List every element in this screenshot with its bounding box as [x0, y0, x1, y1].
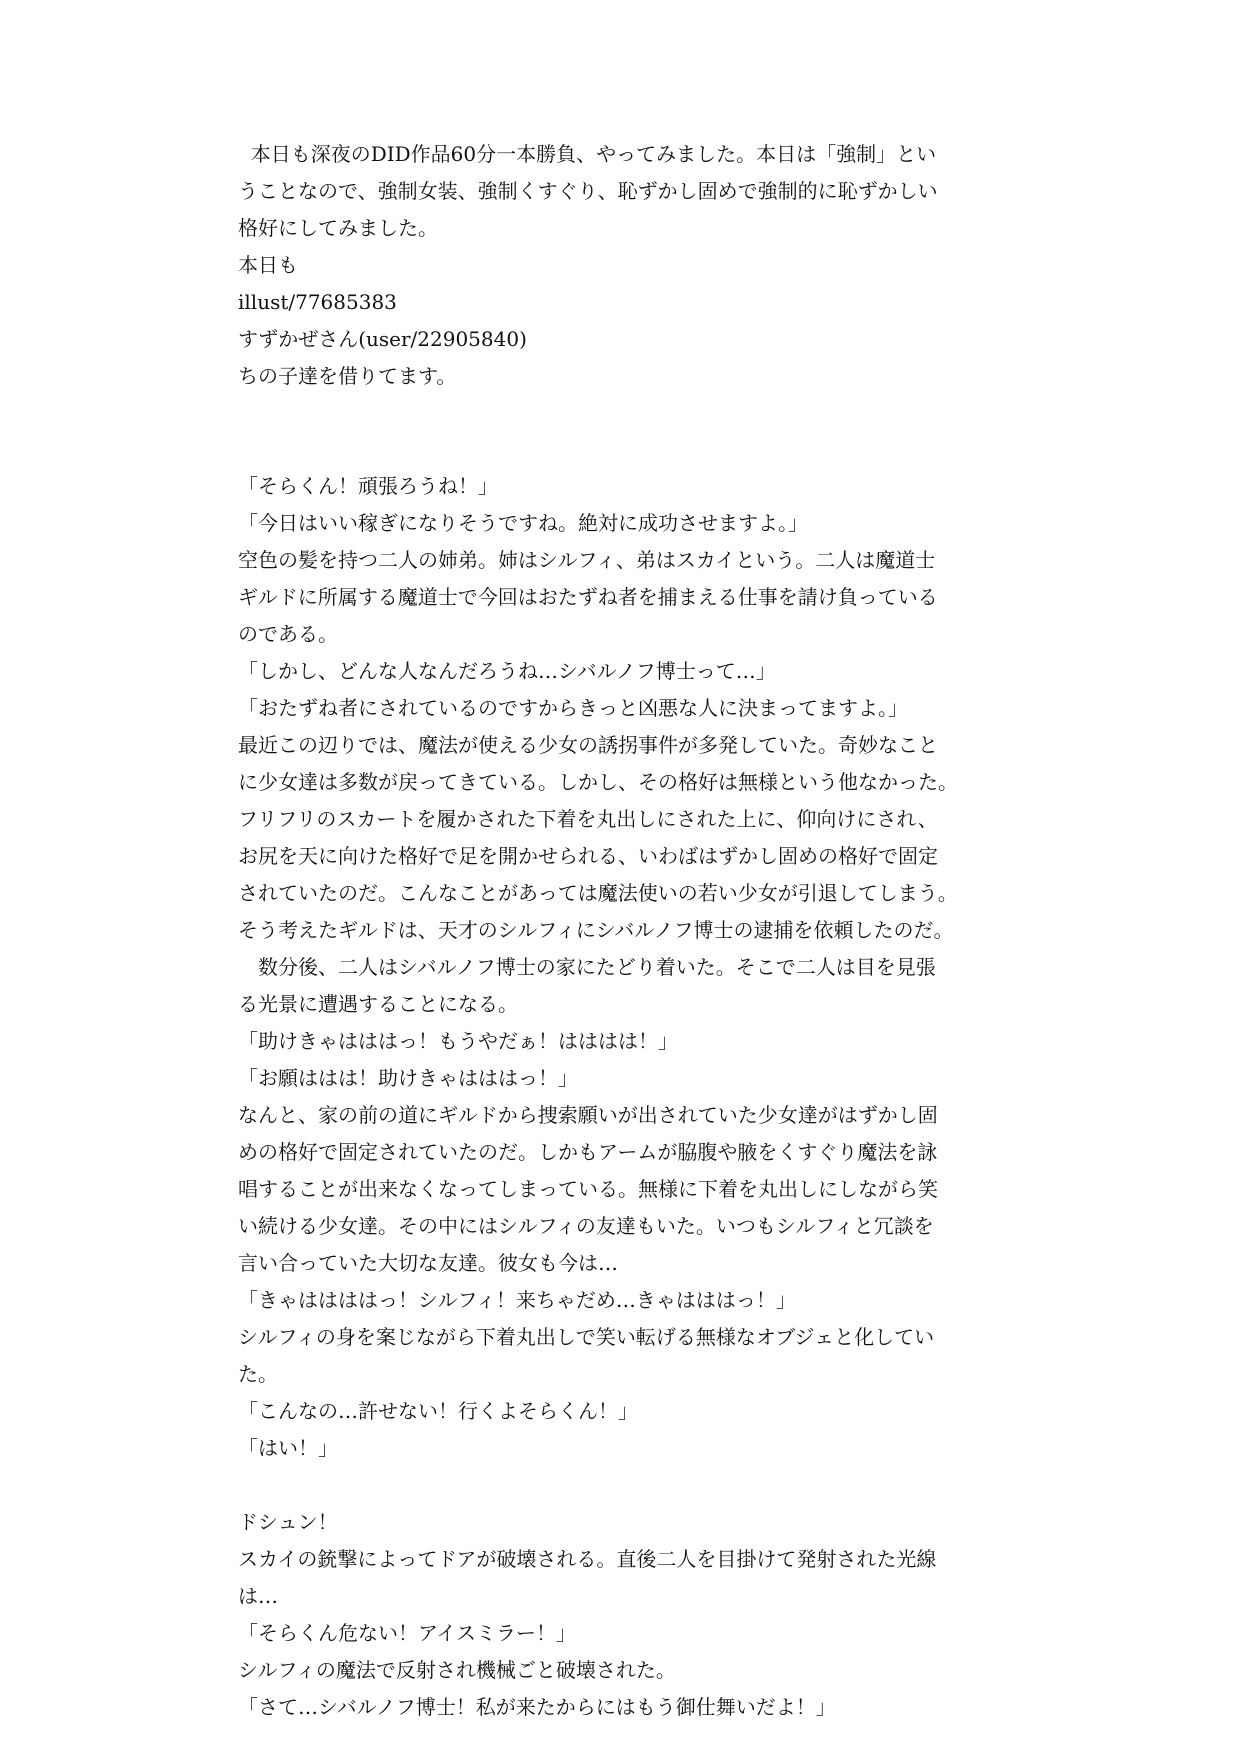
text-line: ちの子達を借りてます。	[238, 364, 457, 388]
text-line: 「今日はいい稼ぎになりそうですね。絶対に成功させますよ。」	[238, 511, 808, 535]
text-line: スカイの銃撃によってドアが破壊される。直後二人を目掛けて発射された光線	[238, 1547, 937, 1571]
text-line: い続ける少女達。その中にはシルフィの友達もいた。いつもシルフィと冗談を	[238, 1214, 934, 1238]
text-line: 最近この辺りでは、魔法が使える少女の誘拐事件が多発していた。奇妙なこと	[238, 733, 938, 757]
text-line: 「きゃははははっ！シルフィ！来ちゃだめ…きゃはははっ！」	[238, 1288, 796, 1312]
text-line: されていたのだ。こんなことがあっては魔法使いの若い少女が引退してしまう。	[238, 881, 958, 905]
text-line: は…	[238, 1584, 278, 1608]
text-line: のである。	[238, 622, 338, 646]
text-line: うことなので、強制女装、強制くすぐり、恥ずかし固めで強制的に恥ずかしい	[238, 179, 938, 203]
text-line: ドシュン！	[238, 1510, 338, 1534]
text-line: 唱することが出来なくなってしまっている。無様に下着を丸出しにしながら笑	[238, 1177, 938, 1201]
text-line: 本日も	[238, 253, 298, 277]
text-line: る光景に遭遇することになる。	[238, 992, 518, 1016]
text-line: ギルドに所属する魔道士で今回はおたずね者を捕まえる仕事を請け負っている	[238, 585, 938, 609]
text-line: 空色の髪を持つ二人の姉弟。姉はシルフィ、弟はスカイという。二人は魔道士	[238, 548, 936, 572]
text-line: そう考えたギルドは、天才のシルフィにシバルノフ博士の逮捕を依頼したのだ。	[238, 918, 954, 942]
text-line: に少女達は多数が戻ってきている。しかし、その格好は無様という他なかった。	[238, 770, 958, 794]
text-line: めの格好で固定されていたのだ。しかもアームが脇腹や腋をくすぐり魔法を詠	[238, 1140, 938, 1164]
text-line: 言い合っていた大切な友達。彼女も今は…	[238, 1251, 618, 1275]
text-line: フリフリのスカートを履かされた下着を丸出しにされた上に、仰向けにされ、	[238, 807, 938, 831]
text-line: 「そらくん危ない！アイスミラー！」	[238, 1621, 576, 1645]
text-line: illust/77685383	[238, 290, 397, 314]
story-block	[238, 468, 1018, 1726]
text-line: 数分後、二人はシバルノフ博士の家にたどり着いた。そこで二人は目を見張	[238, 955, 936, 979]
text-line: 「はい！」	[238, 1436, 338, 1460]
text-line: 「おたずね者にされているのですからきっと凶悪な人に決まってますよ。」	[238, 696, 908, 720]
text-line: すずかぜさん(user/22905840)	[238, 327, 527, 351]
text-line: 「助けきゃはははっ！もうやだぁ！はははは！」	[238, 1029, 678, 1053]
text-line: 「こんなの…許せない！行くよそらくん！」	[238, 1399, 638, 1423]
intro-block	[238, 136, 1018, 395]
text-line: 「お願ははは！助けきゃはははっ！」	[238, 1066, 578, 1090]
text-line: シルフィの魔法で反射され機械ごと破壊された。	[238, 1658, 676, 1682]
text-line: 本日も深夜のDID作品60分一本勝負、やってみました。本日は「強制」とい	[238, 142, 937, 166]
text-line: 「しかし、どんな人なんだろうね…シバルノフ博士って…」	[238, 659, 776, 683]
text-line: お尻を天に向けた格好で足を開かせられる、いわばはずかし固めの格好で固定	[238, 844, 938, 868]
text-line: た。	[238, 1362, 278, 1386]
blank-line	[238, 1467, 1018, 1504]
text-line: 「さて…シバルノフ博士！私が来たからにはもう御仕舞いだよ！」	[238, 1695, 836, 1719]
text-line: 格好にしてみました。	[238, 216, 438, 240]
text-line: シルフィの身を案じながら下着丸出しで笑い転げる無様なオブジェと化してい	[238, 1325, 935, 1349]
text-line: なんと、家の前の道にギルドから捜索願いが出されていた少女達がはずかし固	[238, 1103, 938, 1127]
text-line: 「そらくん！頑張ろうね！」	[238, 474, 498, 498]
